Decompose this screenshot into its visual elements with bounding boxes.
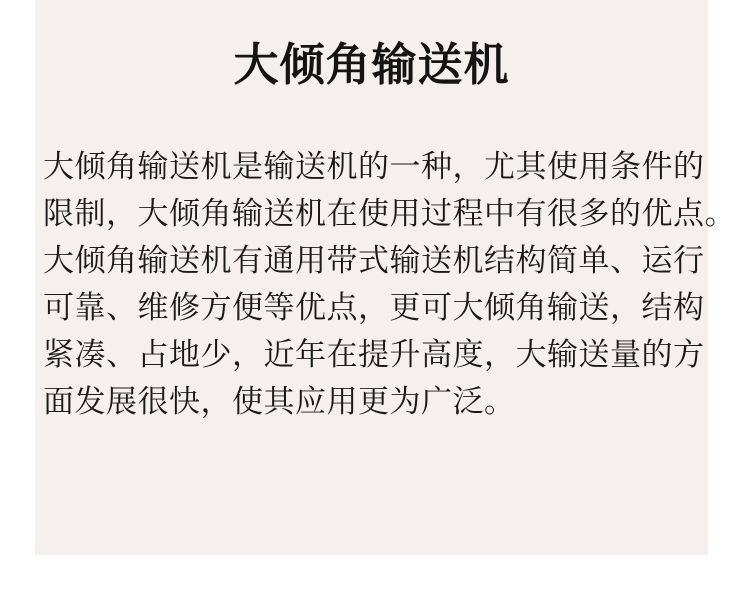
body-line-3: 大倾角输送机有通用带式输送机结构简单、运行 xyxy=(43,242,705,278)
body-line-6: 面发展很快，使其应用更为广泛。 xyxy=(43,383,516,419)
body-line-4: 可靠、维修方便等优点，更可大倾角输送，结构 xyxy=(43,289,705,325)
body-line-1: 大倾角输送机是输送机的一种，尤其使用条件的 xyxy=(43,148,705,184)
body-line-5: 紧凑、占地少，近年在提升高度，大输送量的方 xyxy=(43,336,705,372)
page-title: 大倾角输送机 xyxy=(233,39,510,90)
article-body xyxy=(35,143,736,425)
content-panel xyxy=(35,0,736,555)
body-line-2: 限制，大倾角输送机在使用过程中有很多的优点。 xyxy=(43,195,736,231)
